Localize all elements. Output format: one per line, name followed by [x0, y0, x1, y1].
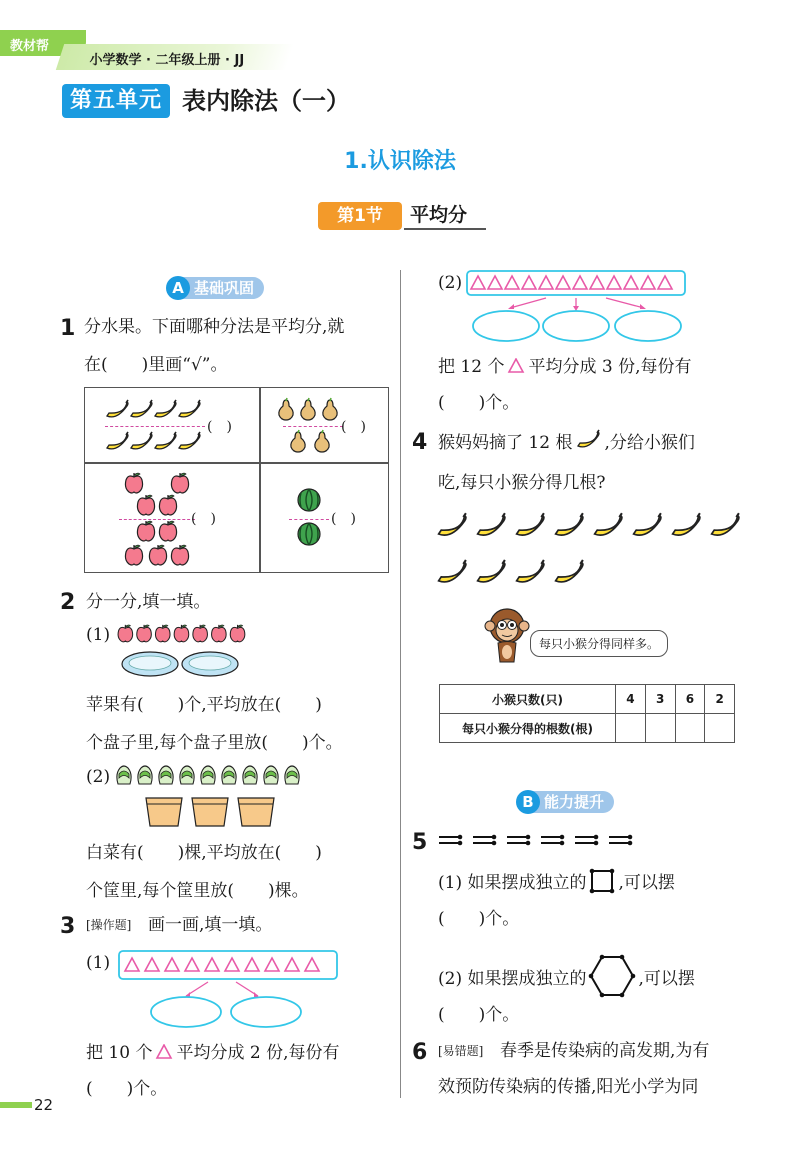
q3-p1-blank[interactable]: ( )个。	[86, 1079, 168, 1099]
q6-line1: 春季是传染病的高发期,为有	[500, 1041, 710, 1061]
q6-tag: [易错题]	[438, 1044, 484, 1058]
hexagon-shape-icon	[588, 954, 636, 998]
matchsticks-icon	[438, 834, 638, 848]
row1-header: 小猴只数(只)	[440, 685, 616, 714]
divide-line	[105, 426, 205, 427]
square-shape-icon	[588, 868, 616, 894]
q1-fruit-table	[84, 387, 389, 573]
part-a-letter: A	[166, 276, 190, 300]
q6-line2: 效预防传染病的传播,阳光小学为同	[438, 1077, 699, 1097]
q1-number: 1	[60, 316, 76, 341]
baskets-icon	[144, 794, 280, 828]
q2-p2-line1: 白菜有( )棵,平均放在( )	[86, 843, 322, 863]
monkey-icon	[484, 606, 530, 668]
q3-p1-pre: 把 10 个	[86, 1043, 153, 1063]
part-b-label: 能力提升	[528, 791, 614, 813]
subject-label: 小学数学 · 二年级上册 · JJ	[89, 53, 245, 68]
part-b-header	[516, 790, 614, 814]
q5-p1a: (1) 如果摆成独立的	[438, 873, 587, 893]
q5-p1b: ,可以摆	[618, 873, 675, 893]
triangle-icon	[506, 358, 526, 374]
q4-line1	[438, 428, 695, 456]
speech-bubble: 每只小猴分得同样多。	[530, 630, 668, 657]
brand-tag: 教材帮	[0, 30, 86, 56]
section-badge: 第1节	[318, 202, 402, 230]
part-b-letter: B	[516, 790, 540, 814]
answer-cell[interactable]	[645, 714, 675, 743]
q3-p1-line1	[86, 1040, 339, 1066]
apples-row-icon	[116, 624, 246, 648]
q3-p1-label: (1)	[86, 953, 111, 973]
plates-icon	[120, 650, 240, 680]
banana-icon	[574, 428, 602, 452]
table-cell: 2	[705, 685, 735, 714]
page-bar	[0, 1102, 32, 1108]
q5-number: 5	[412, 830, 428, 855]
table-cell: 3	[645, 685, 675, 714]
q3-p2-diagram[interactable]	[466, 270, 688, 346]
q1-blank-4[interactable]: ( )	[331, 511, 356, 527]
q3-number: 3	[60, 914, 76, 939]
q4-line1b: ,分给小猴们	[604, 433, 695, 453]
divide-line	[289, 519, 329, 520]
q3-p2-blank[interactable]: ( )个。	[438, 393, 520, 413]
q6-number: 6	[412, 1040, 428, 1065]
q4-line2: 吃,每只小猴分得几根?	[438, 473, 606, 493]
q5-p2a: (2) 如果摆成独立的	[438, 969, 587, 989]
q4-number: 4	[412, 430, 428, 455]
watermelon-group-icon	[295, 486, 325, 550]
q2-p2-line2: 个筐里,每个筐里放( )棵。	[86, 881, 309, 901]
q5-p1-blank[interactable]: ( )个。	[438, 909, 520, 929]
q3-p1-post: 平均分成 2 份,每份有	[176, 1043, 340, 1063]
q1-line1: 分水果。下面哪种分法是平均分,就	[84, 317, 345, 337]
q1-line2: 在( )里画“√”。	[84, 355, 228, 375]
q3-p2-post: 平均分成 3 份,每份有	[528, 357, 692, 377]
row2-header: 每只小猴分得的根数(根)	[440, 714, 616, 743]
table-row	[440, 714, 735, 743]
q2-p1-line2: 个盘子里,每个盘子里放( )个。	[86, 733, 343, 753]
q5-p1	[438, 868, 675, 896]
monkey-banana-table	[439, 684, 735, 743]
q5-p2	[438, 954, 695, 998]
part-a-header	[166, 276, 264, 300]
q4-line1a: 猴妈妈摘了 12 根	[438, 433, 573, 453]
q3-title: 画一画,填一填。	[148, 915, 273, 935]
q3-p2-label: (2)	[438, 273, 463, 293]
q2-p1-line1: 苹果有( )个,平均放在( )	[86, 695, 322, 715]
apple-group-icon	[121, 472, 193, 568]
cabbages-row-icon	[114, 764, 306, 788]
answer-cell[interactable]	[616, 714, 646, 743]
q3-p1-diagram[interactable]	[118, 950, 340, 1030]
q3-tag: [操作题]	[86, 918, 132, 932]
section-title: 平均分	[404, 202, 486, 230]
unit-badge: 第五单元	[62, 84, 170, 118]
table-row	[440, 685, 735, 714]
column-divider	[400, 270, 401, 1098]
q3-p2-pre: 把 12 个	[438, 357, 505, 377]
q2-title: 分一分,填一填。	[86, 592, 211, 612]
divide-line	[283, 426, 343, 427]
unit-title: 表内除法（一）	[182, 87, 350, 115]
lesson-title: 1.认识除法	[344, 149, 456, 174]
page-number: 22	[34, 1096, 54, 1114]
banana-group-icon	[105, 398, 215, 458]
table-cell: 4	[616, 685, 646, 714]
q2-p2-label: (2)	[86, 767, 111, 787]
divide-line	[119, 519, 195, 520]
table-cell: 6	[675, 685, 705, 714]
answer-cell[interactable]	[705, 714, 735, 743]
q1-blank-2[interactable]: ( )	[341, 419, 366, 435]
q5-p2-blank[interactable]: ( )个。	[438, 1005, 520, 1025]
q1-blank-3[interactable]: ( )	[191, 511, 216, 527]
triangle-icon	[154, 1044, 174, 1060]
q5-p2b: ,可以摆	[638, 969, 695, 989]
q2-number: 2	[60, 590, 76, 615]
q2-p1-label: (1)	[86, 625, 111, 645]
q3-p2-line1	[438, 354, 691, 380]
q1-blank-1[interactable]: ( )	[207, 419, 232, 435]
part-a-label: 基础巩固	[178, 277, 264, 299]
subject-banner	[56, 44, 294, 70]
answer-cell[interactable]	[675, 714, 705, 743]
bananas-twelve-icon	[436, 508, 746, 594]
